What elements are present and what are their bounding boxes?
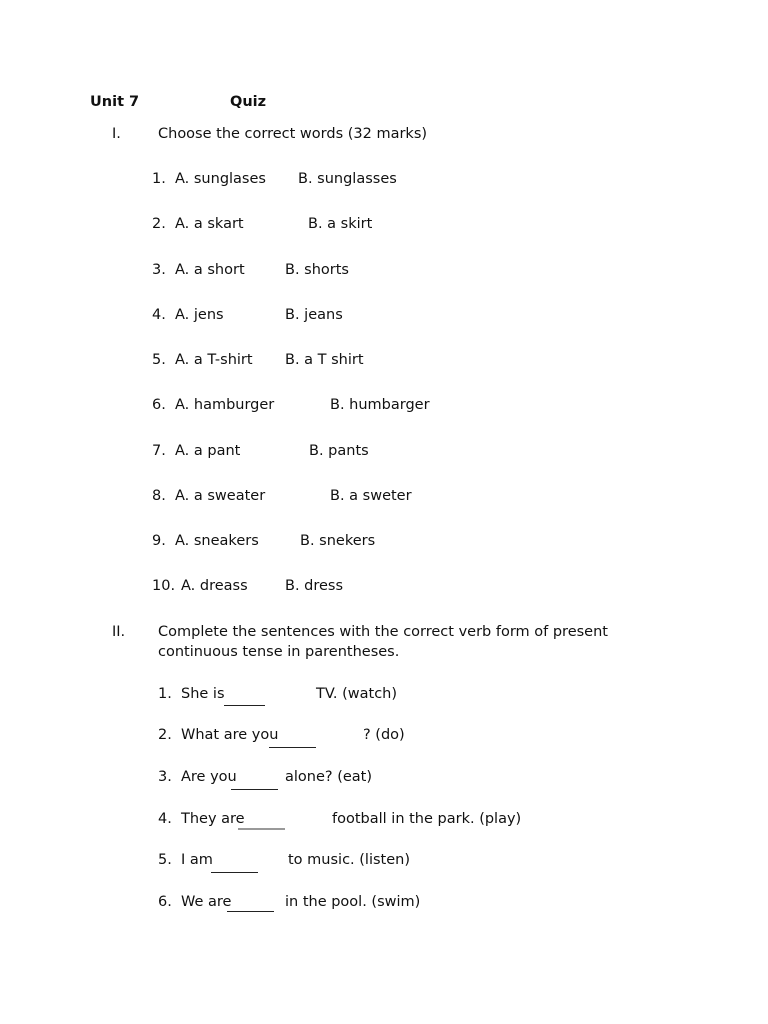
sentence-number: 6. [158,894,172,910]
option-b: B. dress [285,578,344,594]
option-a: A. jens [175,307,224,323]
option-b: B. humbarger [330,397,430,413]
item-number: 7. [152,443,166,459]
option-a: A. a skart [175,216,244,232]
sentence-end: TV. (watch) [316,686,398,702]
option-b: B. sunglasses [298,171,397,187]
section-2-instruction-line-1: Complete the sentences with the correct verb form of present [158,624,608,640]
sentence-end: alone? (eat) [285,769,373,785]
option-b: B. a T shirt [285,352,364,368]
item-number: 4. [152,307,166,323]
sentence-number: 3. [158,769,172,785]
option-a: A. sunglases [175,171,266,187]
answer-blank[interactable] [224,705,265,706]
sentence-end: football in the park. (play) [332,811,522,827]
option-a: A. a pant [175,443,241,459]
section-1-instruction: Choose the correct words (32 marks) [158,126,428,142]
item-number: 2. [152,216,166,232]
sentence-start: Are you [181,769,237,785]
option-a: A. a short [175,262,245,278]
section-2-numeral: II. [112,624,126,640]
answer-blank[interactable] [211,872,258,873]
option-a: A. hamburger [175,397,275,413]
section-2-instruction-line-2: continuous tense in parentheses. [158,644,400,660]
option-b: B. a sweter [330,488,412,504]
item-number: 10. [152,578,176,594]
option-b: B. snekers [300,533,376,549]
answer-blank[interactable] [231,789,278,790]
sentence-number: 2. [158,727,172,743]
option-b: B. a skirt [308,216,373,232]
unit-label: Unit 7 [90,94,140,110]
item-number: 3. [152,262,166,278]
sentence-start: We are [181,894,232,910]
option-a: A. a sweater [175,488,266,504]
sentence-start: What are you [181,727,279,743]
sentence-number: 5. [158,852,172,868]
sentence-number: 4. [158,811,172,827]
option-a: A. dreass [181,578,248,594]
item-number: 9. [152,533,166,549]
sentence-start: I am [181,852,213,868]
sentence-end: to music. (listen) [288,852,410,868]
sentence-end: ? (do) [363,727,405,743]
option-a: A. sneakers [175,533,259,549]
option-a: A. a T-shirt [175,352,253,368]
quiz-title: Quiz [230,94,267,110]
answer-blank[interactable] [269,747,316,748]
item-number: 8. [152,488,166,504]
option-b: B. shorts [285,262,349,278]
sentence-start: They are [181,811,245,827]
answer-blank[interactable] [227,911,274,912]
item-number: 5. [152,352,166,368]
sentence-number: 1. [158,686,172,702]
section-1-numeral: I. [112,126,121,142]
sentence-end: in the pool. (swim) [285,894,421,910]
sentence-start: She is [181,686,225,702]
item-number: 1. [152,171,166,187]
option-b: B. pants [309,443,369,459]
answer-blank[interactable] [238,828,285,830]
item-number: 6. [152,397,166,413]
option-b: B. jeans [285,307,343,323]
